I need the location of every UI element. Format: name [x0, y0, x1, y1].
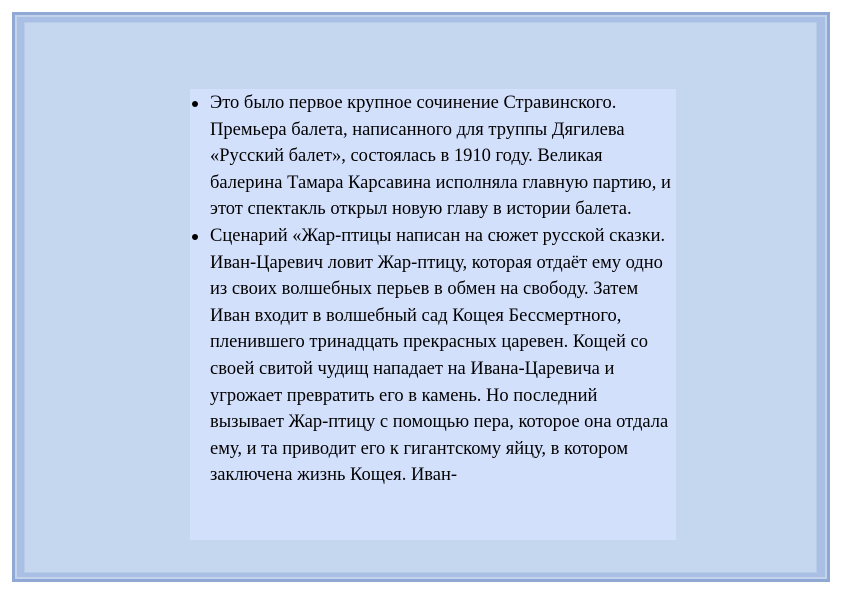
text-box: [190, 89, 676, 540]
bullet-icon: [192, 101, 198, 107]
bullet-list: [190, 90, 676, 489]
bullet-icon: [192, 234, 198, 240]
paragraph-text: Сценарий «Жар-птицы написан на сюжет русской сказки. Иван-Царевич ловит Жар-птицу, которая отдаёт ему одно из своих волшебных перьев в обмен на свободу. Затем Иван входит в волшебный сад Кощея Бессмертного, пленившего тринадцать прекрасных царевен. Кощей со своей свитой чудищ нападает на Ивана-Царевича и угрожает превратить его в камень. Но последний вызывает Жар-птицу с помощью пера, которое она отдала ему, и та приводит его к гигантскому яйцу, в котором заключена жизнь Кощея. Иван-: [210, 225, 669, 486]
bullet-item: [190, 223, 676, 489]
slide-frame: [12, 12, 830, 582]
paragraph-text: Это было первое крупное сочинение Стравинского. Премьера балета, написанного для труппы Дягилева «Русский балет», состоялась в 1910 году. Великая балерина Тамара Карсавина исполняла главную партию, и этот спектакль открыл новую главу в истории балета.: [210, 93, 671, 220]
bullet-item: [190, 90, 676, 223]
